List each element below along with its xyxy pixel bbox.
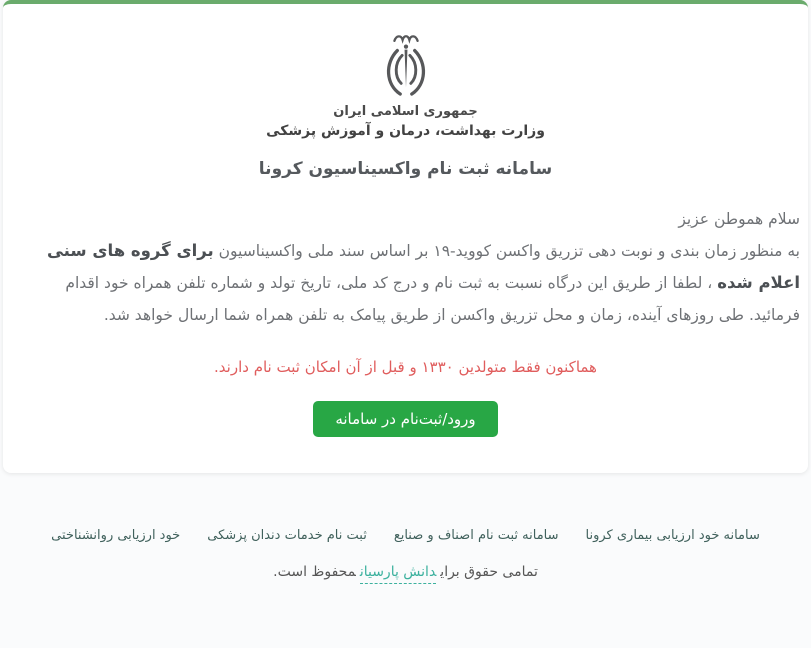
footer-links bbox=[0, 528, 811, 543]
iran-coat-of-arms-icon bbox=[377, 34, 435, 98]
footer-link-corona-self-assessment[interactable]: سامانه خود ارزیابی بیماری کرونا bbox=[585, 528, 760, 543]
ministry-name: وزارت بهداشت، درمان و آموزش پزشکی bbox=[266, 123, 545, 139]
copyright-prefix: تمامی حقوق برای bbox=[440, 564, 538, 580]
login-register-button[interactable]: ورود/ثبت‌نام در سامانه bbox=[313, 401, 497, 437]
header-emblem-area bbox=[3, 4, 808, 139]
footer-link-dental-services-registration[interactable]: ثبت نام خدمات دندان پزشکی bbox=[207, 528, 367, 543]
greeting-line: سلام هموطن عزیز bbox=[678, 210, 800, 228]
government-name: جمهوری اسلامی ایران bbox=[333, 104, 478, 119]
intro-text bbox=[3, 203, 808, 331]
instructions-start: به منظور زمان بندی و نوبت دهی تزریق واکسن کووید-۱۹ بر اساس سند ملی واکسیناسیون bbox=[213, 242, 800, 260]
company-link[interactable]: دانش پارسیان bbox=[360, 564, 436, 584]
cta-area bbox=[3, 401, 808, 437]
instructions-bold-phrase: برای گروه های سنی اعلام شده bbox=[46, 241, 800, 292]
main-card bbox=[3, 0, 808, 473]
page-title: سامانه ثبت نام واکسیناسیون کرونا bbox=[258, 159, 553, 179]
eligibility-notice: هماکنون فقط متولدین ۱۳۳۰ و قبل از آن امکان ثبت نام دارند. bbox=[214, 358, 597, 376]
footer-link-psychological-self-assessment[interactable]: خود ارزیابی روانشناختی bbox=[51, 528, 181, 543]
instructions-paragraph bbox=[11, 235, 800, 331]
footer-link-guilds-industries-registration[interactable]: سامانه ثبت نام اصناف و صنایع bbox=[393, 528, 559, 543]
instructions-end: ، لطفا از طریق این درگاه نسبت به ثبت نام و درج کد ملی، تاریخ تولد و شماره تلفن همراه خود اقدام فرمائید. طی روزهای آینده، زمان و محل تزریق واکسن از طریق پیامک به تلفن همراه شما ارسال خواهد شد. bbox=[65, 274, 800, 324]
copyright-suffix: محفوظ است. bbox=[273, 564, 356, 580]
copyright-line bbox=[0, 564, 811, 580]
